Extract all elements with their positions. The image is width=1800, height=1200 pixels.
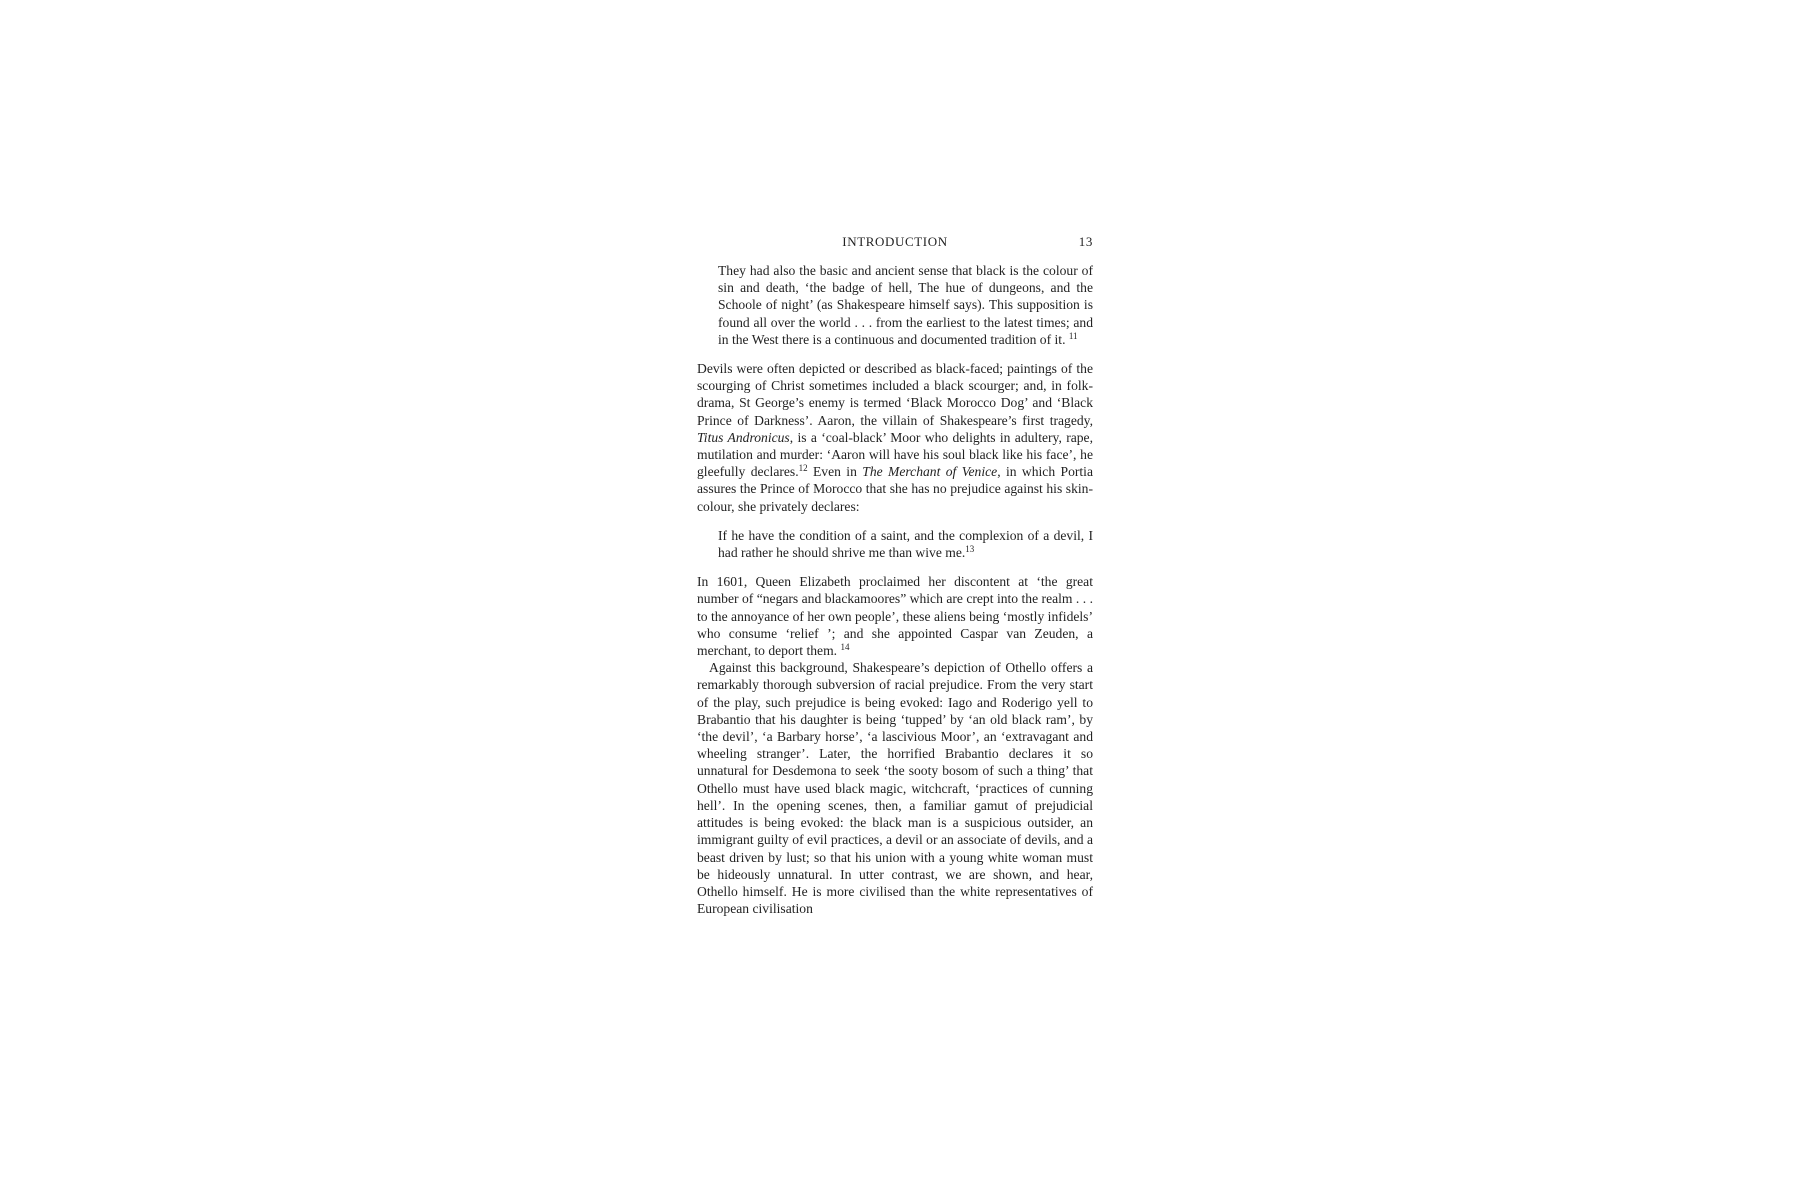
footnote-ref: 11: [1068, 330, 1078, 341]
block-quote-text: They had also the basic and ancient sense that black is the colour of sin and death, ‘the badge of hell, The hue of dungeons, and the Schoole of night’ (as Shakespeare himself says). This supposition is found all over the world . . . from the earliest to the latest times; and in the West there is a continuous and documented tradition of it.: [718, 263, 1093, 347]
paragraph: [697, 573, 1093, 659]
paragraph-text: , in which Portia assures the Prince of Morocco that she has no prejudice against his skin-colour, she privately declares:: [697, 464, 1093, 514]
footnote-ref: 13: [965, 544, 975, 555]
paragraph-text: , is a ‘coal-black’ Moor who delights in adultery, rape, mutilation and murder: ‘Aaron will have his soul black like his face’, he gleefully declares.: [697, 429, 1093, 480]
running-head-title: INTRODUCTION: [842, 234, 948, 249]
footnote-ref: 14: [840, 642, 850, 653]
play-title: Titus Andronicus: [697, 429, 790, 445]
paragraph-text: Even in: [807, 464, 863, 480]
block-quote: [718, 262, 1093, 348]
page-number: 13: [1078, 234, 1093, 249]
play-title: The Merchant of Venice: [862, 464, 998, 480]
block-quote: [718, 527, 1093, 561]
footnote-ref: 12: [798, 463, 808, 474]
paragraph-text: In 1601, Queen Elizabeth proclaimed her discontent at ‘the great number of “negars and blackamoores” which are crept into the realm . . . to the annoyance of her own people’, these aliens being ‘mostly infidels’ who consume ‘relief ’; and she appointed Caspar van Zeuden, a merchant, to deport them.: [697, 574, 1093, 659]
paragraph: [697, 360, 1093, 515]
running-head: [697, 234, 1093, 254]
block-quote-text: If he have the condition of a saint, and the complexion of a devil, I had rather he should shrive me than wive me.: [718, 527, 1093, 561]
page-content: [697, 234, 1093, 917]
paragraph: [697, 659, 1093, 917]
paragraph-text: Devils were often depicted or described as black-faced; paintings of the scourging of Christ sometimes included a black scourger; and, in folk-drama, St George’s enemy is termed ‘Black Morocco Dog’ and ‘Black Prince of Darkness’. Aaron, the villain of Shakespeare’s first tragedy,: [697, 361, 1093, 428]
paragraph-text: Against this background, Shakespeare’s depiction of Othello offers a remarkably thorough subversion of racial prejudice. From the very start of the play, such prejudice is being evoked: Iago and Roderigo yell to Brabantio that his daughter is being ‘tupped’ by ‘an old black ram’, by ‘the devil’, ‘a Barbary horse’, ‘a lascivious Moor’, an ‘extravagant and wheeling stranger’. Later, the horrified Brabantio declares it so unnatural for Desdemona to seek ‘the sooty bosom of such a thing’ that Othello must have used black magic, witchcraft, ‘practices of cunning hell’. In the opening scenes, then, a familiar gamut of prejudicial attitudes is being evoked: the black man is a suspicious outsider, an immigrant guilty of evil practices, a devil or an associate of devils, and a beast driven by lust; so that his union with a young white woman must be hideously unnatural. In utter contrast, we are shown, and hear, Othello himself. He is more civilised than the white representatives of European civilisation: [697, 660, 1093, 917]
